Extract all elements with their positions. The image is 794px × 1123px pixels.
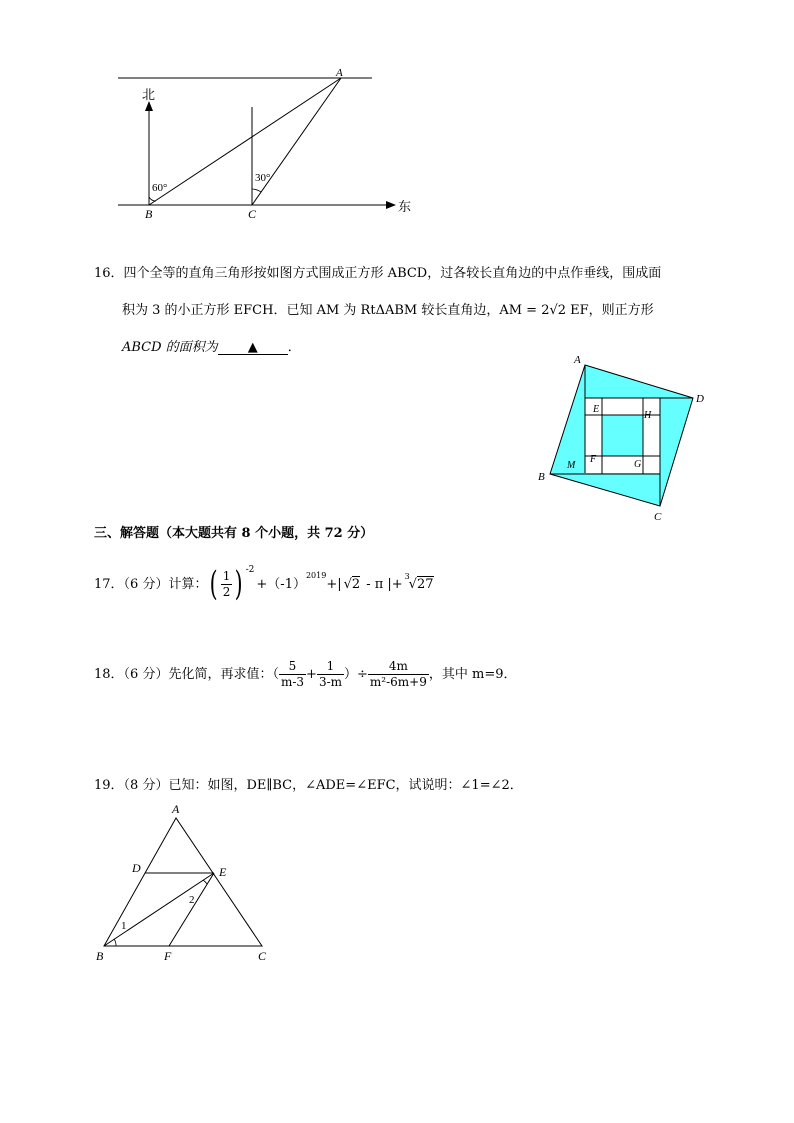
angle-60-label: 60°: [152, 182, 168, 194]
q18-prefix: 18．（6 分）先化简，再求值：（: [94, 666, 279, 682]
q18-line: [94, 654, 517, 694]
q17-exponent2: 2019: [305, 571, 327, 580]
label-E: E: [593, 404, 600, 415]
label-A: A: [172, 802, 180, 816]
square-EFGH: [602, 415, 643, 456]
q17-part3: +|: [326, 576, 342, 592]
line-BA: [149, 78, 341, 205]
section-heading: 三、解答题（本大题共有 8 个小题，共 72 分）: [94, 526, 374, 541]
segment-BE: [104, 873, 214, 946]
q17-prefix: 17．（6 分）计算：: [94, 576, 208, 592]
point-a-label: A: [336, 67, 343, 79]
q16-line3-post: ．: [287, 340, 301, 355]
point-b-label: B: [145, 207, 153, 221]
angle-2-arc: [203, 880, 207, 884]
label-H: H: [644, 410, 652, 421]
angle-arc-c: [252, 189, 261, 192]
east-label: 东: [398, 199, 412, 214]
q16-line1: 16．四个全等的直角三角形按如图方式围成正方形 ABCD，过各较长直角边的中点作垂线，围成面: [94, 266, 662, 281]
east-arrowhead: [386, 201, 396, 209]
line-CA: [252, 78, 341, 205]
square-diagram: [530, 350, 710, 525]
label-M: M: [567, 460, 576, 471]
q16-line3-pre: ABCD 的面积为: [122, 340, 218, 355]
label-E: E: [219, 865, 227, 879]
q17-part4: - π |+: [366, 576, 403, 592]
q19-text: 19．（8 分）已知：如图，DE∥BC，∠ADE=∠EFC，试说明：∠1=∠2．: [94, 778, 523, 793]
angle-1-arc: [114, 939, 116, 946]
q17-paren-close: ): [235, 564, 243, 604]
q17-sqrt: √2: [343, 576, 361, 592]
q17-part2: +（-1）: [256, 576, 306, 592]
angle-arc-b: [149, 197, 156, 201]
label-B: B: [538, 471, 545, 483]
triangle-ABC: [104, 818, 262, 946]
blank-marker-icon: ▲: [247, 340, 258, 355]
q16-line3: [122, 341, 301, 355]
bearing-diagram: [110, 65, 420, 225]
q18-fraction-3: $\frac{4m}{\text{m²-6m+9}}$: [369, 658, 427, 689]
q17-line: [94, 564, 434, 604]
label-B: B: [96, 949, 104, 963]
q16-line2: 积为 3 的小正方形 EFCH．已知 AM 为 RtΔABM 较长直角边，AM = 2√2 EF，则正方形: [122, 303, 654, 318]
triangle-diagram: [90, 800, 290, 965]
q17-exponent: -2: [245, 565, 255, 575]
north-arrowhead: [145, 101, 153, 111]
q18-fraction-2: $\frac{1}{3-m}$: [318, 658, 343, 689]
q18-plus: +: [306, 666, 317, 682]
label-F: F: [590, 454, 597, 465]
label-D: D: [132, 861, 141, 875]
answer-blank[interactable]: [218, 341, 288, 355]
label-A: A: [574, 354, 581, 366]
point-c-label: C: [248, 207, 257, 221]
q18-fraction-1: $\frac{5}{m-3}$: [280, 658, 305, 689]
label-C: C: [654, 511, 662, 523]
angle-2-label: 2: [189, 894, 195, 906]
segment-EF: [169, 873, 214, 946]
q17-paren-open: (: [210, 564, 219, 604]
label-C: C: [258, 949, 267, 963]
label-F: F: [164, 949, 172, 963]
q17-fraction: $\frac{1}{2}$: [222, 568, 231, 599]
angle-30-label: 30°: [255, 172, 271, 184]
q17-cuberoot: 3 √27: [404, 571, 434, 592]
label-D: D: [696, 393, 704, 405]
label-G: G: [634, 459, 642, 470]
q18-suffix: ，其中 m=9．: [428, 666, 517, 682]
north-label: 北: [142, 87, 156, 102]
q18-div: ）÷: [344, 666, 368, 682]
angle-1-label: 1: [121, 920, 127, 932]
